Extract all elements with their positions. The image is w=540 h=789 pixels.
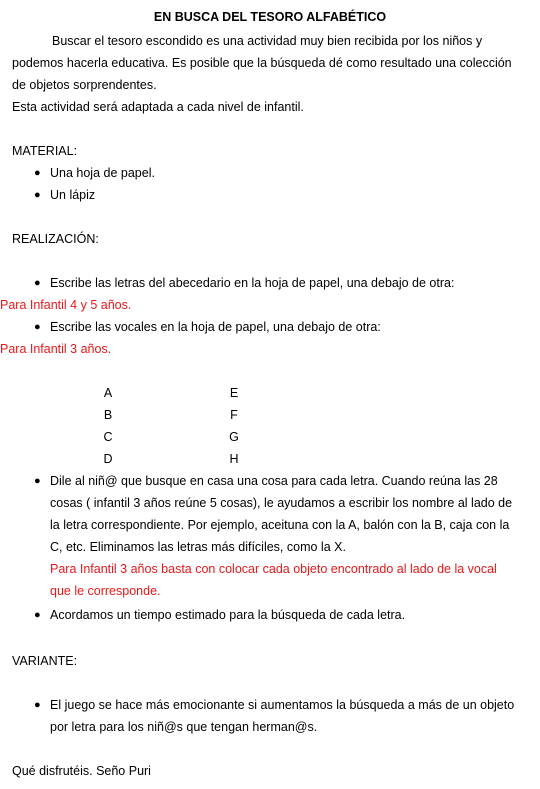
step-1-note: Para Infantil 4 y 5 años. <box>0 298 132 312</box>
letter-right: H <box>229 452 239 466</box>
step-4-text: Acordamos un tiempo estimado para la búsqueda de cada letra. <box>50 608 406 622</box>
step-3-line: la letra correspondiente. Por ejemplo, aceituna con la A, balón con la B, caja con la <box>50 518 510 532</box>
intro-line-1: Buscar el tesoro escondido es una actividad muy bien recibida por los niños y <box>52 34 483 48</box>
bullet-icon: ● <box>34 475 41 487</box>
letter-right: E <box>229 386 239 400</box>
bullet-icon: ● <box>34 321 41 333</box>
letter-left: C <box>103 430 113 444</box>
step-1-text: Escribe las letras del abecedario en la hoja de papel, una debajo de otra: <box>50 276 455 290</box>
document-title: EN BUSCA DEL TESORO ALFABÉTICO <box>153 10 387 24</box>
closing-signature: Qué disfrutéis. Seño Puri <box>12 764 151 778</box>
bullet-icon: ● <box>34 609 41 621</box>
step-3-line: C, etc. Eliminamos las letras más difíciles, como la X. <box>50 540 346 554</box>
material-heading: MATERIAL: <box>12 144 78 158</box>
variante-line: El juego se hace más emocionante si aumentamos la búsqueda a más de un objeto <box>50 698 515 712</box>
variante-heading: VARIANTE: <box>12 654 78 668</box>
step-3-note-line: que le corresponde. <box>50 584 161 598</box>
material-item: Un lápiz <box>50 188 96 202</box>
step-3-line: cosas ( infantil 3 años reúne 5 cosas), le ayudamos a escribir los nombre al lado de <box>50 496 513 510</box>
letter-left: D <box>103 452 113 466</box>
variante-line: por letra para los niñ@s que tengan herman@s. <box>50 720 318 734</box>
letter-left: A <box>103 386 113 400</box>
step-2-note: Para Infantil 3 años. <box>0 342 112 356</box>
step-2-text: Escribe las vocales en la hoja de papel, una debajo de otra: <box>50 320 381 334</box>
realizacion-heading: REALIZACIÓN: <box>12 232 99 246</box>
letter-left: B <box>103 408 113 422</box>
step-3-note-line: Para Infantil 3 años basta con colocar cada objeto encontrado al lado de la vocal <box>50 562 497 576</box>
bullet-icon: ● <box>34 167 41 179</box>
intro-line-4: Esta actividad será adaptada a cada nivel de infantil. <box>12 100 304 114</box>
letter-right: F <box>230 408 238 422</box>
bullet-icon: ● <box>34 277 41 289</box>
intro-line-2: podemos hacerla educativa. Es posible que la búsqueda dé como resultado una colección <box>12 56 512 70</box>
material-item: Una hoja de papel. <box>50 166 155 180</box>
bullet-icon: ● <box>34 189 41 201</box>
letter-right: G <box>229 430 239 444</box>
intro-line-3: de objetos sorprendentes. <box>12 78 157 92</box>
step-3-line: Dile al niñ@ que busque en casa una cosa para cada letra. Cuando reúna las 28 <box>50 474 498 488</box>
bullet-icon: ● <box>34 699 41 711</box>
